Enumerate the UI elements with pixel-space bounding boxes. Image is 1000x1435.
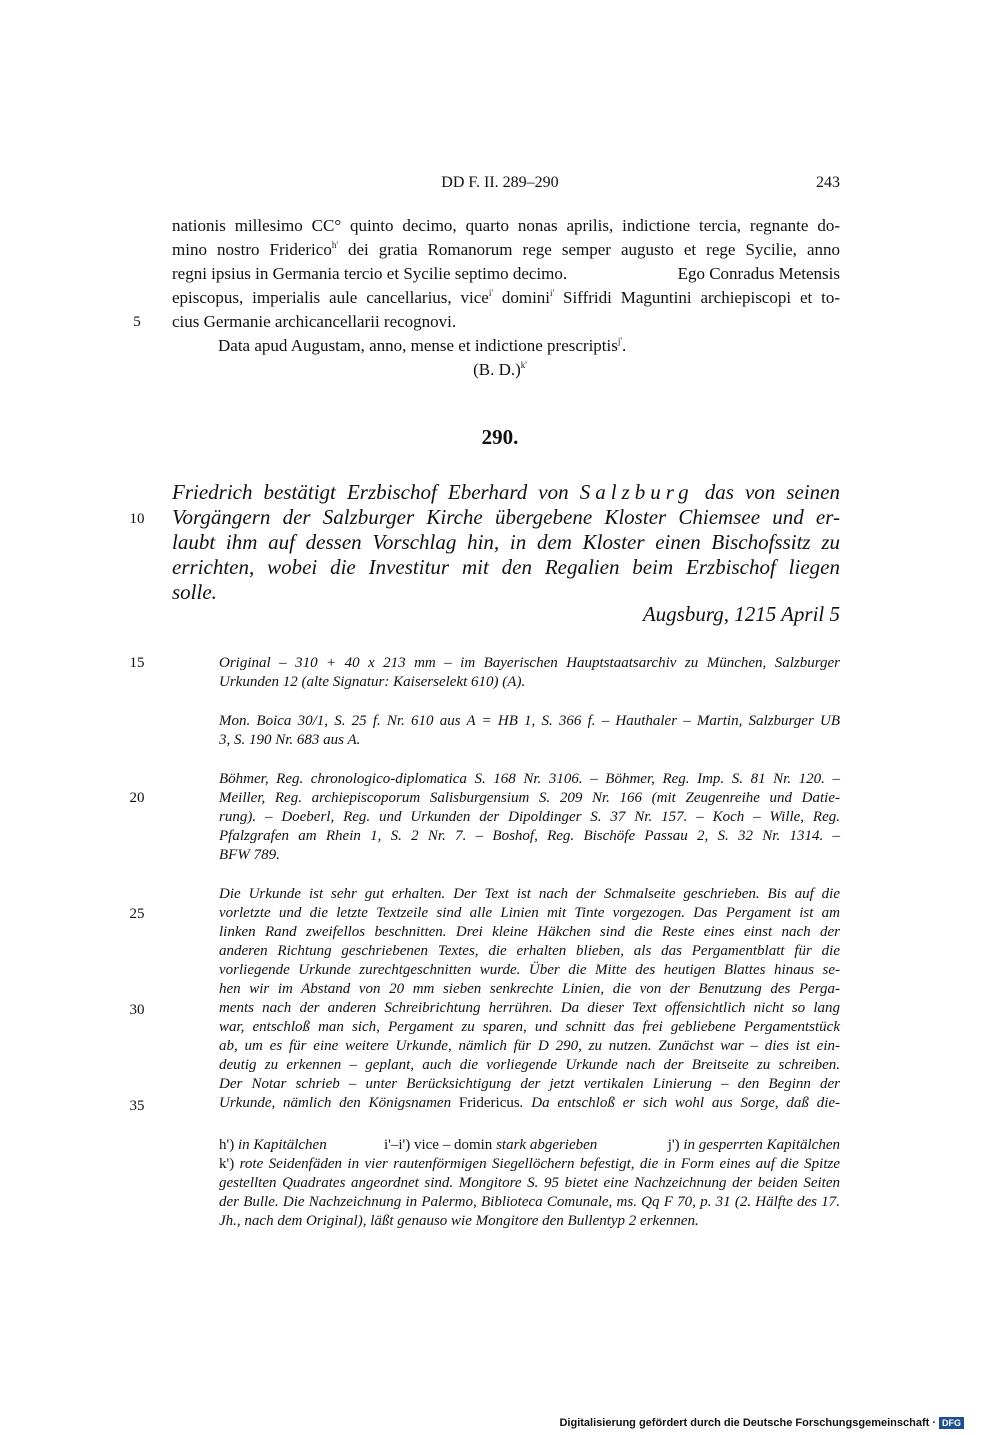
text-line: nationis millesimo CC° quinto decimo, quarto nonas aprilis, indictione tercia, regnante do- — [172, 216, 840, 235]
apparatus-line: Urkunde, nämlich den Königsnamen Fridericus. Da entschloß er sich wohl aus Sorge, daß die- — [219, 1095, 841, 1111]
running-head-title: DD F. II. 289–290 — [441, 174, 559, 191]
dfg-logo: DFG — [939, 1417, 964, 1429]
footnote-label: h') — [219, 1137, 235, 1153]
apparatus-line: anderen Richtung geschriebenen Textes, die erhalten blieben, als das Pergamentblatt für die — [219, 943, 840, 959]
line-number: 10 — [129, 511, 145, 527]
footnote-line: der Bulle. Die Nachzeichnung in Palermo, Biblioteca Comunale, ms. Qq F 70, p. 31 (2. Hälfte des 17. — [219, 1194, 840, 1210]
apparatus-line: vorletzte und die letzte Textzeile sind alle Linien mit Tinte vorgezogen. Das Pergament ist am — [219, 905, 840, 921]
apparatus-line: linken Rand zweifellos beschnitten. Drei kleine Häkchen sind die Reste eines einst nach der — [219, 924, 840, 940]
text-line: regni ipsius in Germania tercio et Sycilie septimo decimo. Ego Conradus Metensis — [172, 264, 840, 283]
regest-line: Vorgängern der Salzburger Kirche übergebene Kloster Chiemsee und er- — [172, 505, 840, 529]
place-date: Augsburg, 1215 April 5 — [642, 602, 840, 626]
apparatus-line: Meiller, Reg. archiepiscoporum Salisburgensium S. 209 Nr. 166 (mit Zeugenreihe und Datie- — [219, 790, 840, 806]
apparatus-line: ments nach der anderen Schreibrichtung herrühren. Da dieser Text offensichtlich nicht so lang — [219, 1000, 840, 1016]
footnote-line: k') rote Seidenfäden in vier rautenförmigen Siegellöchern befestigt, die in Form eines auf die Spitze — [219, 1156, 840, 1172]
line-number: 5 — [133, 314, 141, 330]
apparatus-line: Mon. Boica 30/1, S. 25 f. Nr. 610 aus A = HB 1, S. 366 f. – Hauthaler – Martin, Salzburger UB — [219, 713, 840, 729]
footnote-mark: j' — [617, 336, 622, 346]
seal-note: (B. D.)$^{k'}$ — [473, 360, 527, 379]
text-line: mino nostro Friderico$^{h'}$ dei gratia Romanorum rege semper augusto et rege Sycilie, anno — [172, 240, 840, 259]
line-number: 30 — [129, 1002, 145, 1018]
apparatus-line: deutig zu erkennen – geplant, auch die vorliegende Urkunde nach der Breitseite zu schreiben. — [219, 1057, 840, 1073]
place-name-spaced: Salzburg — [579, 480, 694, 504]
footnote-label: j') — [667, 1137, 680, 1153]
footnote-label: k') — [219, 1156, 235, 1172]
line-number: 20 — [129, 790, 145, 806]
regest-line: solle. — [172, 580, 217, 604]
apparatus-line: Original – 310 + 40 x 213 mm – im Bayerischen Hauptstaatsarchiv zu München, Salzburger — [219, 655, 840, 671]
dating-line: Data apud Augustam, anno, mense et indictione prescriptis$^{j'}$. — [218, 336, 627, 355]
footnote-mark: h' — [331, 240, 338, 250]
apparatus-line: war, entschloß man sich, Pergament zu sparen, und schnitt das frei gebliebene Pergamentstück — [219, 1019, 840, 1035]
footnote-line: Jh., nach dem Original), läßt genauso wie Mongitore den Bullentyp 2 erkennen. — [219, 1213, 699, 1229]
regest-line: Friedrich bestätigt Erzbischof Eberhard von Salzburg das von seinen — [172, 480, 840, 504]
regest-line: errichten, wobei die Investitur mit den Regalien beim Erzbischof liegen — [172, 555, 840, 579]
apparatus-line: Böhmer, Reg. chronologico-diplomatica S. 168 Nr. 3106. – Böhmer, Reg. Imp. S. 81 Nr. 120. – — [219, 771, 840, 787]
regest-line: laubt ihm auf dessen Vorschlag hin, in dem Kloster einen Bischofssitz zu — [172, 530, 840, 554]
document-number: 290. — [481, 425, 519, 449]
footnote-line: gestellten Quadrates angeordnet sind. Mongitore S. 95 bietet eine Nachzeichnung der beiden Seiten — [219, 1175, 840, 1191]
page-number: 243 — [816, 174, 840, 191]
apparatus-line: ab, um es für eine weitere Urkunde, nämlich für D 290, zu nutzen. Zunächst war – dies ist ein- — [219, 1038, 840, 1054]
line-number: 25 — [129, 906, 145, 922]
apparatus-line: hen wir im Abstand von 20 mm sieben senkrechte Linien, die von der Benutzung des Perga- — [219, 981, 840, 997]
footnote-mark: k' — [520, 360, 527, 370]
footnote-mark: i' — [488, 288, 493, 298]
footnote-mark: i' — [550, 288, 555, 298]
apparatus-line: Pfalzgrafen am Rhein 1, S. 2 Nr. 7. – Boshof, Reg. Bischöfe Passau 2, S. 32 Nr. 1314. – — [219, 828, 840, 844]
apparatus-line: rung). – Doeberl, Reg. und Urkunden der Dipoldinger S. 37 Nr. 157. – Koch – Wille, Reg. — [219, 809, 840, 825]
line-number: 35 — [129, 1098, 145, 1114]
text-line: episcopus, imperialis aule cancellarius, vice$^{i'}$ domini$^{i'}$ Siffridi Maguntini archiepiscopi et to- — [172, 288, 840, 307]
text-line: cius Germanie archicancellarii recognovi. — [172, 312, 457, 331]
apparatus-line: Der Notar schrieb – unter Berücksichtigung der jetzt vertikalen Linierung – den Beginn der — [219, 1076, 840, 1092]
apparatus-line: vorliegende Urkunde zurechtgeschnitten wurde. Über die Mitte des heutigen Blattes hinaus se- — [219, 962, 840, 978]
apparatus-line: 3, S. 190 Nr. 683 aus A. — [219, 732, 361, 748]
apparatus-line: Urkunden 12 (alte Signatur: Kaiserselekt 610) (A). — [219, 674, 526, 690]
apparatus-line: Die Urkunde ist sehr gut erhalten. Der Text ist nach der Schmalseite geschrieben. Bis auf die — [219, 886, 840, 902]
line-number: 15 — [129, 655, 145, 671]
footnote-label: i'–i') vice – domin — [384, 1137, 493, 1153]
apparatus-line: BFW 789. — [219, 847, 280, 863]
digitization-credit: Digitalisierung gefördert durch die Deutsche Forschungsgemeinschaft · DFG — [559, 1417, 964, 1429]
